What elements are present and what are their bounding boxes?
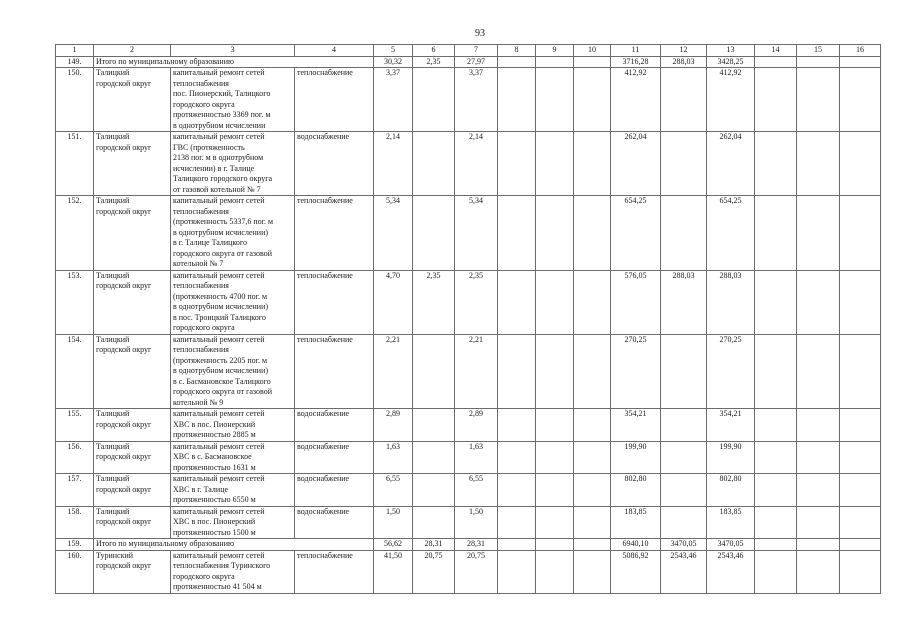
- cell-line: капитальный ремонт сетей: [173, 441, 265, 451]
- value-col14: [755, 539, 797, 551]
- column-header: 6: [413, 45, 455, 57]
- value-col5: 30,32: [374, 56, 413, 68]
- cell-line: ХВС в пос. Пионерский: [173, 419, 256, 429]
- row-number: 155.: [56, 409, 94, 442]
- value-col16: [840, 474, 881, 507]
- value-col6: 2,35: [413, 56, 455, 68]
- value-col16: [840, 56, 881, 68]
- value-col13: 270,25: [707, 334, 755, 409]
- page-number: 93: [475, 28, 485, 39]
- value-col7: 2,14: [455, 132, 498, 196]
- table-row: [56, 474, 881, 507]
- table-row: [56, 334, 881, 409]
- cell-line: в однотрубном исчислении): [173, 302, 269, 311]
- value-col8: [498, 474, 536, 507]
- cell-line: Талицкий: [96, 68, 130, 77]
- value-col5: 2,89: [374, 409, 413, 442]
- cell-line: ХВС в пос. Пионерский: [173, 517, 256, 526]
- cell-line: городской округ: [96, 206, 152, 216]
- cell-line: капитальный ремонт сетей: [173, 474, 265, 483]
- region-cell: [94, 334, 171, 409]
- cell-line: Талицкий: [96, 132, 130, 141]
- value-col12: [661, 68, 707, 132]
- row-number: 150.: [56, 68, 94, 132]
- value-col10: [574, 56, 611, 68]
- value-col7: 2,21: [455, 334, 498, 409]
- value-col10: [574, 539, 611, 551]
- table-row: [56, 441, 881, 474]
- value-col13: 2543,46: [707, 550, 755, 593]
- description-cell: [171, 68, 295, 132]
- row-number: 159.: [56, 539, 94, 551]
- value-col11: 576,05: [611, 270, 661, 334]
- value-col10: [574, 270, 611, 334]
- column-header: 5: [374, 45, 413, 57]
- value-col15: [797, 196, 840, 271]
- column-header: 3: [171, 45, 295, 57]
- cell-line: Талицкий: [96, 506, 130, 516]
- description-cell: [171, 132, 295, 196]
- value-col14: [755, 334, 797, 409]
- value-col10: [574, 68, 611, 132]
- kind-cell: водоснабжение: [295, 474, 374, 507]
- value-col12: [661, 409, 707, 442]
- value-col8: [498, 441, 536, 474]
- cell-line: городской округ: [96, 142, 152, 152]
- cell-line: протяженностью 6550 м: [173, 495, 256, 504]
- description-cell: [171, 409, 295, 442]
- value-col7: 5,34: [455, 196, 498, 271]
- column-header: 13: [707, 45, 755, 57]
- cell-line: Туринский: [96, 550, 134, 560]
- value-col7: 3,37: [455, 68, 498, 132]
- value-col14: [755, 474, 797, 507]
- row-number: 158.: [56, 506, 94, 539]
- kind-cell: теплоснабжение: [295, 334, 374, 409]
- cell-line: (протяженность 4700 пог. м: [173, 291, 268, 301]
- value-col15: [797, 68, 840, 132]
- value-col7: 2,89: [455, 409, 498, 442]
- value-col15: [797, 550, 840, 593]
- cell-line: в с. Басмановское Талицкого: [173, 376, 271, 386]
- value-col15: [797, 441, 840, 474]
- value-col9: [536, 474, 574, 507]
- total-row: [56, 56, 881, 68]
- cell-line: Талицкий: [96, 196, 130, 205]
- value-col15: [797, 56, 840, 68]
- kind-cell: теплоснабжение: [295, 550, 374, 593]
- value-col15: [797, 474, 840, 507]
- cell-line: теплоснабжения: [173, 206, 229, 216]
- value-col15: [797, 506, 840, 539]
- cell-line: ГВС (протяженность: [173, 142, 245, 152]
- cell-line: капитальный ремонт сетей: [173, 506, 265, 516]
- value-col14: [755, 132, 797, 196]
- cell-line: в пос. Троицкий Талицкого: [173, 312, 266, 322]
- kind-cell: теплоснабжение: [295, 68, 374, 132]
- value-col7: 28,31: [455, 539, 498, 551]
- table-row: [56, 68, 881, 132]
- value-col9: [536, 334, 574, 409]
- value-col13: 288,03: [707, 270, 755, 334]
- row-number: 154.: [56, 334, 94, 409]
- value-col12: [661, 474, 707, 507]
- cell-line: Талицкий: [96, 334, 130, 344]
- cell-line: Талицкий: [96, 474, 130, 483]
- cell-line: протяженностью 41 504 м: [173, 582, 262, 591]
- cell-line: (протяженность 5337,6 пог. м: [173, 217, 274, 226]
- value-col5: 1,50: [374, 506, 413, 539]
- cell-line: ХВС в г. Талице: [173, 484, 229, 494]
- column-header: 2: [94, 45, 171, 57]
- row-number: 149.: [56, 56, 94, 68]
- cell-line: котельной № 7: [173, 259, 224, 268]
- value-col12: 288,03: [661, 56, 707, 68]
- cell-line: в однотрубном исчислении): [173, 366, 269, 375]
- table-row: [56, 550, 881, 593]
- value-col9: [536, 196, 574, 271]
- value-col16: [840, 132, 881, 196]
- value-col6: [413, 506, 455, 539]
- cell-line: теплоснабжения: [173, 78, 229, 88]
- value-col8: [498, 68, 536, 132]
- value-col14: [755, 56, 797, 68]
- value-col14: [755, 506, 797, 539]
- value-col6: 28,31: [413, 539, 455, 551]
- value-col16: [840, 334, 881, 409]
- row-number: 156.: [56, 441, 94, 474]
- value-col10: [574, 441, 611, 474]
- value-col5: 1,63: [374, 441, 413, 474]
- value-col16: [840, 550, 881, 593]
- value-col16: [840, 539, 881, 551]
- value-col13: 802,80: [707, 474, 755, 507]
- value-col5: 6,55: [374, 474, 413, 507]
- cell-line: Талицкий: [96, 409, 130, 418]
- region-cell: [94, 506, 171, 539]
- value-col8: [498, 196, 536, 271]
- cell-line: Талицкий: [96, 270, 130, 280]
- value-col16: [840, 409, 881, 442]
- value-col13: 412,92: [707, 68, 755, 132]
- value-col5: 3,37: [374, 68, 413, 132]
- description-cell: [171, 270, 295, 334]
- value-col6: [413, 334, 455, 409]
- value-col10: [574, 506, 611, 539]
- description-cell: [171, 550, 295, 593]
- value-col8: [498, 270, 536, 334]
- kind-cell: теплоснабжение: [295, 196, 374, 271]
- cell-line: городской округ: [96, 452, 152, 461]
- kind-cell: водоснабжение: [295, 506, 374, 539]
- kind-cell: водоснабжение: [295, 409, 374, 442]
- value-col8: [498, 550, 536, 593]
- cell-line: городской округ: [96, 517, 152, 526]
- cell-line: 2138 пог. м в однотрубном: [173, 153, 264, 162]
- value-col11: 183,85: [611, 506, 661, 539]
- cell-line: (протяженность 2205 пог. м: [173, 355, 268, 365]
- cell-line: Талицкого городского округа: [173, 174, 273, 183]
- column-header: 16: [840, 45, 881, 57]
- value-col10: [574, 474, 611, 507]
- cell-line: протяженностью 1500 м: [173, 527, 256, 537]
- value-col6: [413, 474, 455, 507]
- value-col8: [498, 506, 536, 539]
- column-header: 14: [755, 45, 797, 57]
- value-col7: 2,35: [455, 270, 498, 334]
- value-col15: [797, 270, 840, 334]
- cell-line: городского округа от газовой: [173, 387, 272, 396]
- value-col15: [797, 132, 840, 196]
- cell-line: теплоснабжения: [173, 281, 229, 290]
- value-col16: [840, 68, 881, 132]
- cell-line: ХВС в с. Басмановское: [173, 452, 252, 461]
- kind-cell: теплоснабжение: [295, 270, 374, 334]
- value-col9: [536, 506, 574, 539]
- column-header: 10: [574, 45, 611, 57]
- region-cell: [94, 68, 171, 132]
- cell-line: городской округ: [96, 281, 152, 290]
- description-cell: [171, 196, 295, 271]
- value-col12: 288,03: [661, 270, 707, 334]
- value-col5: 4,70: [374, 270, 413, 334]
- cell-line: теплоснабжения Туринского: [173, 561, 271, 570]
- description-cell: [171, 474, 295, 507]
- cell-line: протяженностью 3369 пог. м: [173, 110, 271, 119]
- column-header: 11: [611, 45, 661, 57]
- cell-line: капитальный ремонт сетей: [173, 132, 265, 141]
- value-col8: [498, 56, 536, 68]
- cell-line: городского округа: [173, 323, 235, 332]
- total-label: Итого по муниципальному образованию: [94, 539, 374, 551]
- value-col8: [498, 334, 536, 409]
- value-col6: 20,75: [413, 550, 455, 593]
- value-col5: 41,50: [374, 550, 413, 593]
- value-col5: 56,62: [374, 539, 413, 551]
- description-cell: [171, 506, 295, 539]
- value-col11: 354,21: [611, 409, 661, 442]
- value-col13: 183,85: [707, 506, 755, 539]
- region-cell: [94, 441, 171, 474]
- value-col13: 199,90: [707, 441, 755, 474]
- cell-line: капитальный ремонт сетей: [173, 68, 265, 77]
- value-col6: [413, 409, 455, 442]
- value-col7: 1,63: [455, 441, 498, 474]
- value-col14: [755, 550, 797, 593]
- cell-line: городской округ: [96, 561, 152, 570]
- value-col13: 262,04: [707, 132, 755, 196]
- table-row: [56, 132, 881, 196]
- table-row: [56, 409, 881, 442]
- row-number: 153.: [56, 270, 94, 334]
- total-row: [56, 539, 881, 551]
- value-col16: [840, 441, 881, 474]
- value-col9: [536, 68, 574, 132]
- value-col16: [840, 270, 881, 334]
- value-col12: [661, 441, 707, 474]
- value-col7: 6,55: [455, 474, 498, 507]
- value-col12: [661, 506, 707, 539]
- value-col13: 3470,05: [707, 539, 755, 551]
- cell-line: протяженностью 2885 м: [173, 430, 256, 439]
- value-col12: 3470,05: [661, 539, 707, 551]
- cell-line: в однотрубном исчислении): [173, 227, 269, 237]
- cell-line: в г. Талице Талицкого: [173, 238, 247, 247]
- value-col10: [574, 550, 611, 593]
- value-col14: [755, 409, 797, 442]
- row-number: 151.: [56, 132, 94, 196]
- value-col11: 262,04: [611, 132, 661, 196]
- cell-line: исчислении) в г. Талице: [173, 163, 255, 173]
- value-col12: [661, 334, 707, 409]
- value-col10: [574, 132, 611, 196]
- value-col12: 2543,46: [661, 550, 707, 593]
- data-table: [55, 44, 881, 594]
- column-header: 15: [797, 45, 840, 57]
- value-col11: 270,25: [611, 334, 661, 409]
- region-cell: [94, 409, 171, 442]
- cell-line: от газовой котельной № 7: [173, 184, 261, 194]
- value-col14: [755, 441, 797, 474]
- value-col7: 1,50: [455, 506, 498, 539]
- cell-line: Талицкий: [96, 441, 130, 451]
- column-header: 1: [56, 45, 94, 57]
- value-col9: [536, 132, 574, 196]
- value-col14: [755, 196, 797, 271]
- region-cell: [94, 474, 171, 507]
- value-col11: 654,25: [611, 196, 661, 271]
- cell-line: капитальный ремонт сетей: [173, 270, 265, 280]
- cell-line: пос. Пионерский, Талицкого: [173, 89, 271, 98]
- cell-line: городского округа: [173, 99, 235, 109]
- row-number: 157.: [56, 474, 94, 507]
- column-header: 7: [455, 45, 498, 57]
- cell-line: городского округа: [173, 571, 235, 581]
- value-col14: [755, 270, 797, 334]
- value-col10: [574, 334, 611, 409]
- row-number: 152.: [56, 196, 94, 271]
- kind-cell: водоснабжение: [295, 441, 374, 474]
- value-col12: [661, 132, 707, 196]
- table-row: [56, 196, 881, 271]
- value-col11: 3716,28: [611, 56, 661, 68]
- value-col13: 654,25: [707, 196, 755, 271]
- description-cell: [171, 441, 295, 474]
- value-col9: [536, 550, 574, 593]
- region-cell: [94, 196, 171, 271]
- value-col8: [498, 409, 536, 442]
- value-col9: [536, 441, 574, 474]
- value-col15: [797, 409, 840, 442]
- column-header: 4: [295, 45, 374, 57]
- value-col11: 6940,10: [611, 539, 661, 551]
- value-col14: [755, 68, 797, 132]
- cell-line: в однотрубном исчислении: [173, 120, 266, 130]
- value-col15: [797, 539, 840, 551]
- column-header: 9: [536, 45, 574, 57]
- value-col11: 199,90: [611, 441, 661, 474]
- cell-line: городской округ: [96, 345, 152, 354]
- value-col11: 802,80: [611, 474, 661, 507]
- region-cell: [94, 550, 171, 593]
- value-col9: [536, 539, 574, 551]
- column-header-row: [56, 45, 881, 57]
- value-col9: [536, 56, 574, 68]
- cell-line: протяженностью 1631 м: [173, 462, 256, 472]
- value-col13: 3428,25: [707, 56, 755, 68]
- cell-line: теплоснабжения: [173, 345, 229, 354]
- value-col16: [840, 196, 881, 271]
- value-col5: 2,21: [374, 334, 413, 409]
- value-col10: [574, 409, 611, 442]
- value-col6: [413, 441, 455, 474]
- value-col12: [661, 196, 707, 271]
- total-label: Итого по муниципальному образованию: [94, 56, 374, 68]
- value-col8: [498, 539, 536, 551]
- value-col16: [840, 506, 881, 539]
- value-col13: 354,21: [707, 409, 755, 442]
- region-cell: [94, 270, 171, 334]
- value-col6: [413, 68, 455, 132]
- cell-line: котельной № 9: [173, 397, 224, 407]
- table-row: [56, 270, 881, 334]
- row-number: 160.: [56, 550, 94, 593]
- value-col15: [797, 334, 840, 409]
- kind-cell: водоснабжение: [295, 132, 374, 196]
- column-header: 8: [498, 45, 536, 57]
- region-cell: [94, 132, 171, 196]
- value-col7: 27,97: [455, 56, 498, 68]
- value-col6: [413, 132, 455, 196]
- value-col9: [536, 409, 574, 442]
- cell-line: капитальный ремонт сетей: [173, 409, 265, 418]
- value-col10: [574, 196, 611, 271]
- value-col7: 20,75: [455, 550, 498, 593]
- value-col6: 2,35: [413, 270, 455, 334]
- description-cell: [171, 334, 295, 409]
- cell-line: капитальный ремонт сетей: [173, 550, 265, 560]
- value-col5: 5,34: [374, 196, 413, 271]
- cell-line: капитальный ремонт сетей: [173, 334, 265, 344]
- cell-line: городского округа от газовой: [173, 248, 272, 258]
- value-col8: [498, 132, 536, 196]
- value-col9: [536, 270, 574, 334]
- column-header: 12: [661, 45, 707, 57]
- value-col11: 5086,92: [611, 550, 661, 593]
- cell-line: городской округ: [96, 484, 152, 494]
- cell-line: городской округ: [96, 78, 152, 88]
- value-col11: 412,92: [611, 68, 661, 132]
- value-col6: [413, 196, 455, 271]
- table-row: [56, 506, 881, 539]
- value-col5: 2,14: [374, 132, 413, 196]
- cell-line: городской округ: [96, 419, 152, 429]
- cell-line: капитальный ремонт сетей: [173, 196, 265, 205]
